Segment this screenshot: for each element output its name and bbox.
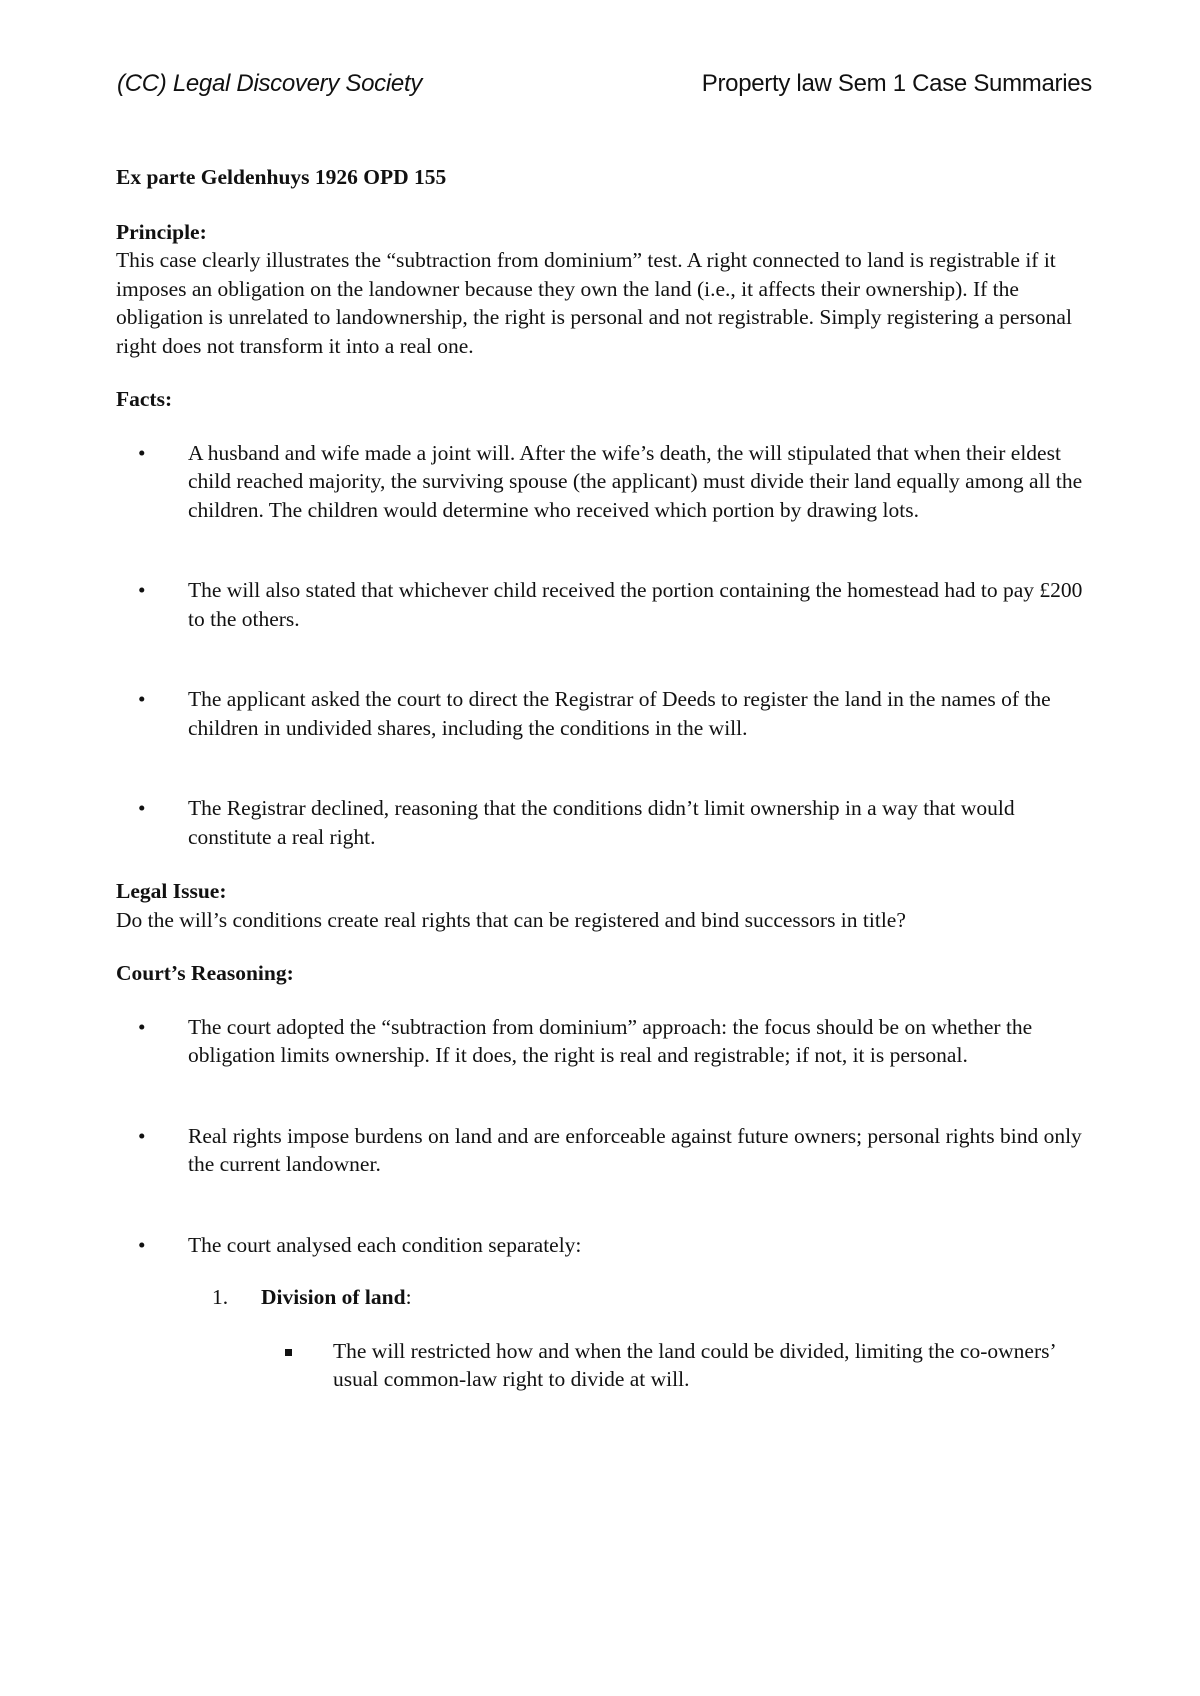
principle-text: This case clearly illustrates the “subtraction from dominium” test. A right connected to land is registrable if it imposes an obligation on the landowner because they own the land (i.e., it affects their ownership). If the obligation is unrelated to landownership, the right is personal and not registrable. Simply registering a personal right does not transform it into a real one.: [116, 248, 1072, 358]
sub-list-item: [116, 1337, 1096, 1394]
fact-text: The will also stated that whichever child received the portion containing the homestead had to pay £200 to the others.: [188, 578, 1083, 631]
bullet-icon: •: [138, 440, 146, 465]
sub-item-text: The will restricted how and when the land could be divided, limiting the co-owners’ usual common-law right to divide at will.: [333, 1338, 1056, 1391]
item-number: 1.: [212, 1285, 229, 1309]
bullet-icon: •: [138, 1123, 146, 1148]
legal-issue-heading: Legal Issue:: [116, 879, 227, 903]
list-item: [116, 576, 1096, 633]
reasoning-list: [116, 1013, 1096, 1260]
list-item: [116, 1122, 1096, 1179]
square-bullet-icon: [285, 1349, 292, 1356]
case-title: Ex parte Geldenhuys 1926 OPD 155: [116, 165, 447, 189]
legal-issue-section: [116, 877, 1096, 934]
reasoning-heading: Court’s Reasoning:: [116, 961, 294, 985]
header-left-text: (CC) Legal Discovery Society: [117, 70, 423, 97]
facts-list: [116, 439, 1096, 852]
list-item: [116, 1013, 1096, 1070]
list-item: [116, 794, 1096, 851]
facts-heading: Facts:: [116, 387, 173, 411]
document-body: [116, 163, 1096, 1394]
reasoning-text: The court adopted the “subtraction from dominium” approach: the focus should be on whether the obligation limits ownership. If it does, the right is real and registrable; if not, it is personal.: [188, 1014, 1033, 1067]
fact-text: The Registrar declined, reasoning that the conditions didn’t limit ownership in a way that would constitute a real right.: [188, 796, 1015, 849]
reasoning-text: The court analysed each condition separately:: [188, 1232, 582, 1257]
list-item: [116, 685, 1096, 742]
list-item: [116, 439, 1096, 525]
bullet-icon: •: [138, 796, 146, 820]
fact-text: The applicant asked the court to direct the Registrar of Deeds to register the land in the names of the children in undivided shares, including the conditions in the will.: [188, 687, 1051, 740]
bullet-icon: •: [138, 687, 146, 711]
item-label: Division of land: [261, 1285, 406, 1309]
header-right-text: Property law Sem 1 Case Summaries: [701, 70, 1092, 97]
bullet-icon: •: [138, 1014, 146, 1039]
principle-heading: Principle:: [116, 219, 207, 244]
item-label-colon: :: [405, 1285, 412, 1309]
fact-text: A husband and wife made a joint will. After the wife’s death, the will stipulated that when their eldest child reached majority, the surviving spouse (the applicant) must divide their land equally among all the children. The children would determine who received which portion by drawing lots.: [188, 440, 1083, 522]
bullet-icon: •: [138, 1232, 146, 1257]
bullet-icon: •: [138, 578, 146, 602]
reasoning-text: Real rights impose burdens on land and are enforceable against future owners; personal rights bind only the current landowner.: [188, 1123, 1082, 1176]
numbered-item: [116, 1283, 1096, 1312]
legal-issue-text: Do the will’s conditions create real rights that can be registered and bind successors in title?: [116, 907, 906, 932]
list-item: [116, 1231, 1096, 1260]
